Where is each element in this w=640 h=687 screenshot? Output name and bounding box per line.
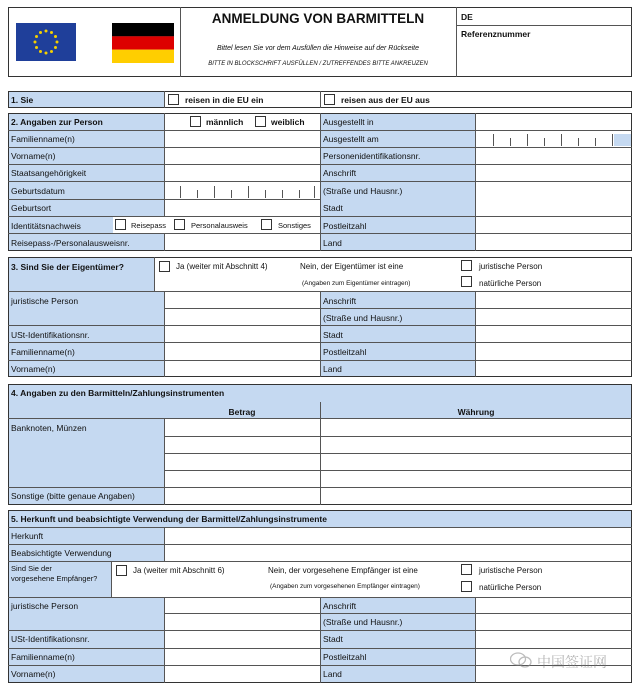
id-card-checkbox[interactable] (174, 219, 185, 230)
section-2-title: 2. Angaben zur Person (11, 117, 103, 127)
male-checkbox[interactable] (190, 116, 201, 127)
owner-no-label: Nein, der Eigentümer ist eine (300, 262, 404, 271)
s3-label-surname: Familienname(n) (11, 347, 75, 357)
s3-label-postcode: Postleitzahl (323, 347, 367, 357)
country-code: DE (461, 12, 473, 22)
s2-label-city: Stadt (323, 203, 343, 213)
intended-use-label: Beabsichtigte Verwendung (11, 548, 112, 558)
birthdate-field[interactable] (180, 186, 315, 198)
recipient-legal-label: juristische Person (479, 566, 543, 575)
section-4-title: 4. Angaben zu den Barmitteln/Zahlungsinstrumenten (11, 388, 225, 398)
owner-natural-label: natürliche Person (479, 279, 542, 288)
watermark-text: 中国签证网 (537, 655, 607, 671)
enter-eu-checkbox[interactable] (168, 94, 179, 105)
owner-no-note: (Angaben zum Eigentümer eintragen) (302, 280, 411, 287)
s2-label-postcode: Postleitzahl (323, 221, 367, 231)
other-id-label: Sonstiges (278, 221, 311, 230)
s5-label-address: Anschrift (323, 601, 357, 611)
s5-label-country: Land (323, 669, 342, 679)
s2-label-firstname: Vorname(n) (11, 151, 56, 161)
recipient-yes-label: Ja (weiter mit Abschnitt 6) (133, 566, 225, 575)
s2-label-issued-in: Ausgestellt in (323, 117, 374, 127)
s2-label-birthdate: Geburtsdatum (11, 186, 65, 196)
s2-label-nationality: Staatsangehörigkeit (11, 168, 87, 178)
s3-label-country: Land (323, 364, 342, 374)
s5-label-surname: Familienname(n) (11, 652, 75, 662)
male-label: männlich (206, 117, 244, 127)
s2-label-personal-id: Personenidentifikationsnr. (323, 151, 421, 161)
s2-label-country: Land (323, 238, 342, 248)
s5-label-city: Stadt (323, 634, 343, 644)
s3-label-street: (Straße und Hausnr.) (323, 313, 403, 323)
s2-label-street: (Straße und Hausnr.) (323, 186, 403, 196)
wechat-icon (510, 652, 532, 668)
recipient-natural-checkbox[interactable] (461, 581, 472, 592)
enter-eu-label: reisen in die EU ein (185, 95, 264, 105)
s3-label-vat: USt-Identifikationsnr. (11, 330, 90, 340)
owner-natural-checkbox[interactable] (461, 276, 472, 287)
s2-label-issued-on: Ausgestellt am (323, 134, 379, 144)
issue-date-field[interactable] (493, 134, 632, 147)
recipient-no-label: Nein, der vorgesehene Empfänger ist eine (268, 566, 418, 575)
s5-label-street: (Straße und Hausnr.) (323, 617, 403, 627)
recipient-question-line-1: Sind Sie der (11, 564, 52, 573)
watermark (510, 650, 628, 670)
instructions-line-2: BITTE IN BLOCKSCHRIFT AUSFÜLLEN / ZUTREFFENDES BITTE ANKREUZEN (208, 61, 428, 67)
recipient-legal-checkbox[interactable] (461, 564, 472, 575)
eu-flag-icon (16, 23, 76, 61)
origin-label: Herkunft (11, 531, 44, 541)
leave-eu-checkbox[interactable] (324, 94, 335, 105)
owner-yes-checkbox[interactable] (159, 261, 170, 272)
leave-eu-label: reisen aus der EU aus (341, 95, 430, 105)
s2-label-surname: Familienname(n) (11, 134, 75, 144)
s2-label-birthplace: Geburtsort (11, 203, 52, 213)
s3-label-legal-person: juristische Person (11, 296, 79, 306)
other-instruments-label: Sonstige (bitte genaue Angaben) (11, 491, 135, 501)
passport-checkbox[interactable] (115, 219, 126, 230)
reference-number-label: Referenznummer (461, 29, 531, 39)
instructions-line-1: Bittel lesen Sie vor dem Ausfüllen die Hinweise auf der Rückseite (216, 45, 420, 52)
recipient-natural-label: natürliche Person (479, 583, 542, 592)
owner-yes-label: Ja (weiter mit Abschnitt 4) (176, 262, 268, 271)
banknotes-label: Banknoten, Münzen (11, 423, 87, 433)
amount-column-header: Betrag (228, 407, 256, 417)
german-flag-icon (112, 23, 174, 63)
currency-column-header: Währung (457, 407, 495, 417)
s2-label-id-number: Reisepass-/Personalausweisnr. (11, 238, 130, 248)
owner-legal-label: juristische Person (479, 262, 543, 271)
s3-label-firstname: Vorname(n) (11, 364, 56, 374)
female-checkbox[interactable] (255, 116, 266, 127)
section-1-title: 1. Sie (11, 95, 34, 105)
section-3-title: 3. Sind Sie der Eigentümer? (11, 262, 124, 272)
recipient-yes-checkbox[interactable] (116, 565, 127, 576)
s5-label-vat: USt-Identifikationsnr. (11, 634, 90, 644)
s3-label-address: Anschrift (323, 296, 357, 306)
s2-label-address: Anschrift (323, 168, 357, 178)
other-id-checkbox[interactable] (261, 219, 272, 230)
s2-label-id-proof: Identitätsnachweis (11, 221, 81, 231)
recipient-no-note: (Angaben zum vorgesehenen Empfänger eintragen) (270, 583, 420, 590)
s5-label-firstname: Vorname(n) (11, 669, 56, 679)
s5-label-legal-person: juristische Person (11, 601, 79, 611)
section-5-title: 5. Herkunft und beabsichtigte Verwendung der Barmittel/Zahlungsinstrumente (11, 514, 327, 524)
owner-legal-checkbox[interactable] (461, 260, 472, 271)
form-title: ANMELDUNG VON BARMITTELN (211, 11, 425, 26)
passport-label: Reisepass (131, 221, 167, 230)
s5-label-postcode: Postleitzahl (323, 652, 367, 662)
recipient-question-line-2: vorgesehene Empfänger? (11, 574, 98, 583)
reference-number-field[interactable] (457, 40, 631, 76)
id-card-label: Personalausweis (191, 221, 248, 230)
s3-label-city: Stadt (323, 330, 343, 340)
female-label: weiblich (271, 117, 305, 127)
